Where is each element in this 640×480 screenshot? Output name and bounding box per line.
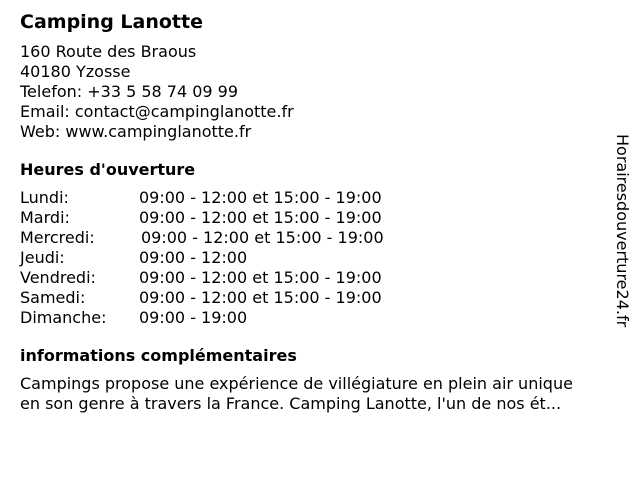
- address-city: 40180 Yzosse: [20, 62, 131, 81]
- day-label: Jeudi:: [20, 248, 65, 267]
- day-hours: 09:00 - 12:00 et 15:00 - 19:00: [139, 188, 382, 207]
- phone-number[interactable]: Telefon: +33 5 58 74 09 99: [20, 82, 239, 101]
- hours-row-saturday: [20, 288, 620, 308]
- business-card: [20, 10, 620, 414]
- day-hours: 09:00 - 12:00 et 15:00 - 19:00: [141, 228, 384, 247]
- day-label: Samedi:: [20, 288, 86, 307]
- day-hours: 09:00 - 19:00: [139, 308, 248, 327]
- additional-info-text: [20, 374, 620, 414]
- day-label: Vendredi:: [20, 268, 96, 287]
- business-name: Camping Lanotte: [20, 11, 203, 33]
- day-hours: 09:00 - 12:00: [139, 248, 248, 267]
- hours-row-wednesday: [20, 228, 620, 248]
- additional-info-title: informations complémentaires: [20, 346, 297, 365]
- day-label: Mercredi:: [20, 228, 95, 247]
- hours-row-sunday: [20, 308, 620, 328]
- hours-row-friday: [20, 268, 620, 288]
- email-address[interactable]: Email: contact@campinglanotte.fr: [20, 102, 294, 121]
- hours-row-thursday: [20, 248, 620, 268]
- address-street: 160 Route des Braous: [20, 42, 197, 61]
- hours-row-monday: [20, 188, 620, 208]
- info-line: en son genre à travers la France. Camping Lanotte, l'un de nos ét...: [20, 394, 562, 413]
- day-hours: 09:00 - 12:00 et 15:00 - 19:00: [139, 288, 382, 307]
- website-link[interactable]: Web: www.campinglanotte.fr: [20, 122, 252, 141]
- day-hours: 09:00 - 12:00 et 15:00 - 19:00: [139, 208, 382, 227]
- opening-hours-title: Heures d'ouverture: [20, 160, 196, 179]
- brand-watermark-text: Horairesdouverture24.fr: [613, 134, 632, 328]
- hours-row-tuesday: [20, 208, 620, 228]
- day-hours: 09:00 - 12:00 et 15:00 - 19:00: [139, 268, 382, 287]
- day-label: Dimanche:: [20, 308, 107, 327]
- day-label: Mardi:: [20, 208, 70, 227]
- day-label: Lundi:: [20, 188, 69, 207]
- info-line: Campings propose une expérience de villégiature en plein air unique: [20, 374, 573, 393]
